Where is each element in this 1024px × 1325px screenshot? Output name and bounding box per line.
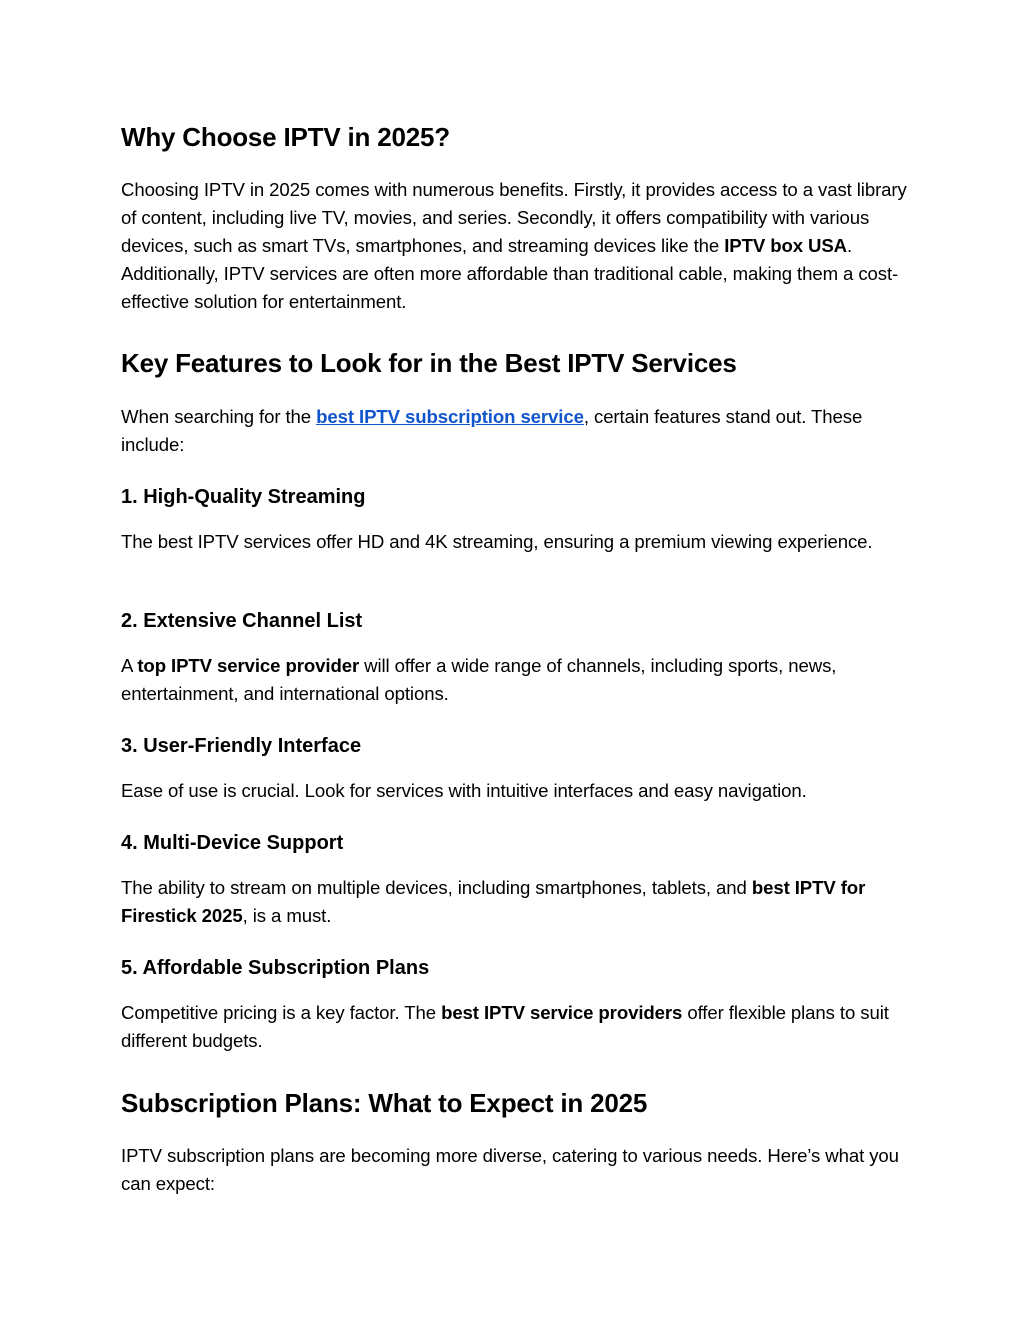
paragraph-text: , is a must. [242,905,332,926]
subheading-multi-device-support: 4. Multi-Device Support [121,832,344,854]
paragraph-text: The ability to stream on multiple devices, including smartphones, tablets, and [121,877,752,898]
paragraph-text: IPTV subscription plans are becoming more diverse, catering to various needs. Here’s what you can expect: [121,1145,899,1194]
subheading-high-quality-streaming: 1. High-Quality Streaming [121,486,366,508]
paragraph-affordable-plans [121,999,911,1055]
paragraph-text: will offer a wide range of channels, including sports, news, entertainment, and international options. [121,655,837,704]
paragraph-why-choose [121,176,911,316]
paragraph-high-quality-streaming [121,528,911,556]
paragraph-text: . Additionally, IPTV services are often more affordable than traditional cable, making them a cost-effective solution for entertainment. [121,235,899,312]
heading-subscription-plans: Subscription Plans: What to Expect in 2025 [121,1088,648,1118]
paragraph-extensive-channel-list [121,652,911,708]
heading-key-features: Key Features to Look for in the Best IPTV Services [121,348,737,378]
paragraph-text: A [121,655,138,676]
subheading-user-friendly-interface: 3. User-Friendly Interface [121,735,362,757]
heading-why-choose-iptv: Why Choose IPTV in 2025? [121,122,450,152]
paragraph-text: When searching for the [121,406,317,427]
link-best-iptv-subscription-service[interactable]: best IPTV subscription service [316,406,584,427]
paragraph-text: , certain features stand out. These include: [121,406,863,455]
paragraph-text: The best IPTV services offer HD and 4K streaming, ensuring a premium viewing experience. [121,531,873,552]
paragraph-subscription-plans [121,1142,911,1198]
paragraph-multi-device-support [121,874,911,930]
paragraph-features-intro [121,403,911,459]
bold-text-best-iptv-service-providers: best IPTV service providers [441,1002,683,1023]
subheading-extensive-channel-list: 2. Extensive Channel List [121,610,363,632]
paragraph-text: Ease of use is crucial. Look for services with intuitive interfaces and easy navigation. [121,780,807,801]
paragraph-text: offer flexible plans to suit different budgets. [121,1002,889,1051]
bold-text-iptv-box-usa: IPTV box USA [724,235,848,256]
paragraph-user-friendly-interface [121,777,911,805]
bold-text-best-iptv-firestick: best IPTV for Firestick 2025 [121,877,866,926]
paragraph-text: Choosing IPTV in 2025 comes with numerous benefits. Firstly, it provides access to a vast library of content, including live TV, movies, and series. Secondly, it offers compatibility with various devices, such as smart TVs, smartphones, and streaming devices like the [121,179,907,256]
bold-text-top-iptv-service-provider: top IPTV service provider [137,655,360,676]
paragraph-text: Competitive pricing is a key factor. The [121,1002,442,1023]
subheading-affordable-plans: 5. Affordable Subscription Plans [121,957,430,979]
